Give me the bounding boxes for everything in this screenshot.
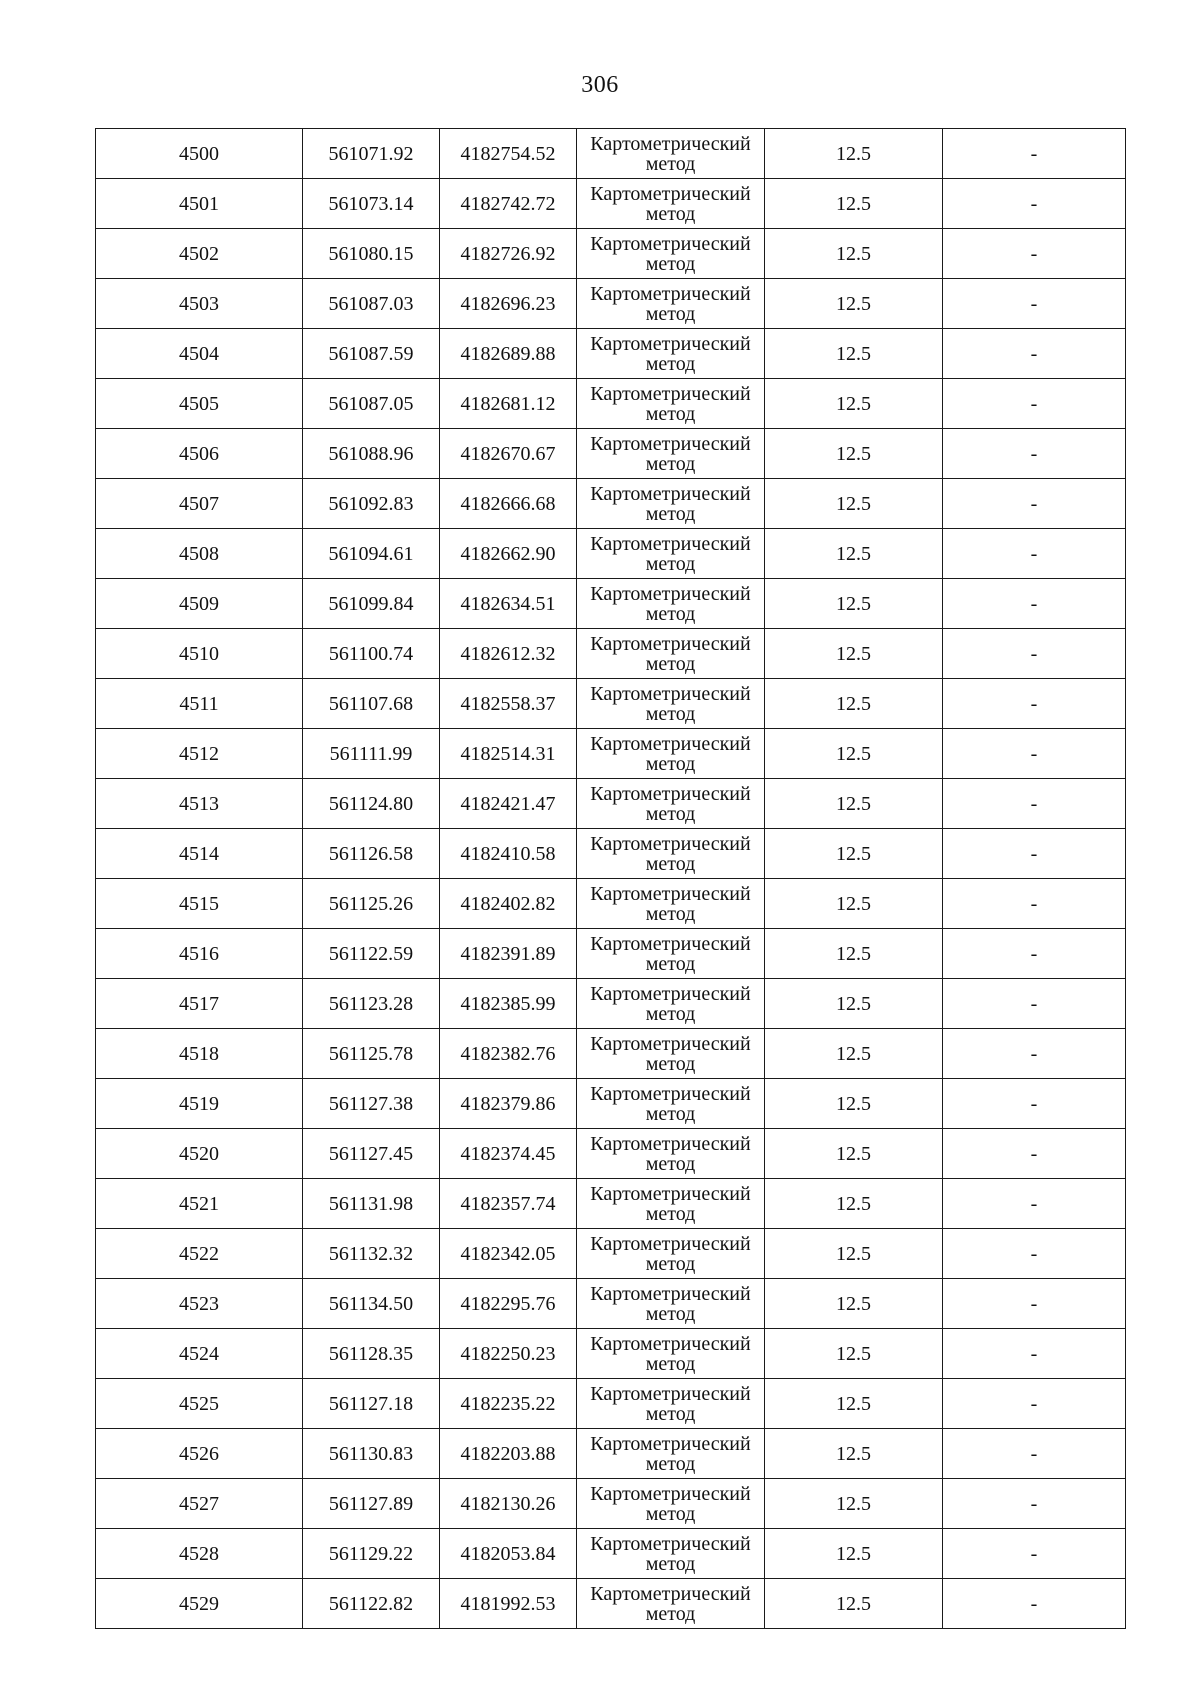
y-coordinate-cell: 4182754.52: [440, 129, 577, 179]
accuracy-cell: 12.5: [765, 179, 943, 229]
method-cell: [577, 429, 765, 479]
note-cell: -: [943, 1279, 1126, 1329]
method-cell: [577, 679, 765, 729]
method-line1: Картометрический: [590, 582, 751, 605]
x-coordinate-cell: 561125.78: [303, 1029, 440, 1079]
x-coordinate-cell: 561130.83: [303, 1429, 440, 1479]
point-number-cell: 4518: [96, 1029, 303, 1079]
note-cell: -: [943, 129, 1126, 179]
y-coordinate-cell: 4182342.05: [440, 1229, 577, 1279]
y-coordinate-cell: 4182696.23: [440, 279, 577, 329]
method-cell: [577, 1229, 765, 1279]
table-row: [96, 279, 1126, 329]
x-coordinate-cell: 561087.05: [303, 379, 440, 429]
table-row: [96, 679, 1126, 729]
method-line2: метод: [645, 152, 696, 175]
table-row: [96, 1479, 1126, 1529]
method-line1: Картометрический: [590, 1582, 751, 1605]
point-number-cell: 4527: [96, 1479, 303, 1529]
accuracy-cell: 12.5: [765, 129, 943, 179]
x-coordinate-cell: 561073.14: [303, 179, 440, 229]
method-line1: Картометрический: [590, 182, 751, 205]
method-cell: [577, 1529, 765, 1579]
note-cell: -: [943, 1229, 1126, 1279]
method-cell: [577, 1129, 765, 1179]
note-cell: -: [943, 929, 1126, 979]
method-line2: метод: [645, 1452, 696, 1475]
note-cell: -: [943, 1129, 1126, 1179]
method-cell: [577, 929, 765, 979]
accuracy-cell: 12.5: [765, 629, 943, 679]
method-line2: метод: [645, 952, 696, 975]
x-coordinate-cell: 561087.59: [303, 329, 440, 379]
method-line2: метод: [645, 1502, 696, 1525]
method-line2: метод: [645, 1602, 696, 1625]
accuracy-cell: 12.5: [765, 529, 943, 579]
table-row: [96, 1329, 1126, 1379]
point-number-cell: 4517: [96, 979, 303, 1029]
point-number-cell: 4522: [96, 1229, 303, 1279]
method-cell: [577, 1479, 765, 1529]
y-coordinate-cell: 4182742.72: [440, 179, 577, 229]
method-cell: [577, 279, 765, 329]
note-cell: -: [943, 729, 1126, 779]
x-coordinate-cell: 561123.28: [303, 979, 440, 1029]
table-row: [96, 429, 1126, 479]
y-coordinate-cell: 4182203.88: [440, 1429, 577, 1479]
table-row: [96, 229, 1126, 279]
method-cell: [577, 329, 765, 379]
x-coordinate-cell: 561127.38: [303, 1079, 440, 1129]
method-cell: [577, 1079, 765, 1129]
method-cell: [577, 479, 765, 529]
note-cell: -: [943, 679, 1126, 729]
y-coordinate-cell: 4182379.86: [440, 1079, 577, 1129]
table-row: [96, 729, 1126, 779]
y-coordinate-cell: 4182130.26: [440, 1479, 577, 1529]
x-coordinate-cell: 561100.74: [303, 629, 440, 679]
point-number-cell: 4529: [96, 1579, 303, 1629]
method-cell: [577, 1279, 765, 1329]
method-cell: [577, 1379, 765, 1429]
point-number-cell: 4507: [96, 479, 303, 529]
method-line1: Картометрический: [590, 1332, 751, 1355]
y-coordinate-cell: 4182666.68: [440, 479, 577, 529]
x-coordinate-cell: 561088.96: [303, 429, 440, 479]
method-cell: [577, 529, 765, 579]
accuracy-cell: 12.5: [765, 279, 943, 329]
coordinates-table: [95, 128, 1126, 1629]
method-line2: метод: [645, 1552, 696, 1575]
method-cell: [577, 1179, 765, 1229]
x-coordinate-cell: 561132.32: [303, 1229, 440, 1279]
accuracy-cell: 12.5: [765, 879, 943, 929]
table-row: [96, 829, 1126, 879]
point-number-cell: 4510: [96, 629, 303, 679]
method-line1: Картометрический: [590, 1182, 751, 1205]
method-line2: метод: [645, 1002, 696, 1025]
table-row: [96, 1379, 1126, 1429]
method-cell: [577, 129, 765, 179]
note-cell: -: [943, 879, 1126, 929]
point-number-cell: 4526: [96, 1429, 303, 1479]
table-row: [96, 1029, 1126, 1079]
x-coordinate-cell: 561122.59: [303, 929, 440, 979]
note-cell: -: [943, 379, 1126, 429]
x-coordinate-cell: 561127.18: [303, 1379, 440, 1429]
point-number-cell: 4501: [96, 179, 303, 229]
method-cell: [577, 629, 765, 679]
method-cell: [577, 579, 765, 629]
note-cell: -: [943, 479, 1126, 529]
note-cell: -: [943, 429, 1126, 479]
accuracy-cell: 12.5: [765, 1179, 943, 1229]
method-line1: Картометрический: [590, 882, 751, 905]
note-cell: -: [943, 1429, 1126, 1479]
y-coordinate-cell: 4182402.82: [440, 879, 577, 929]
table-row: [96, 129, 1126, 179]
accuracy-cell: 12.5: [765, 1379, 943, 1429]
method-line1: Картометрический: [590, 282, 751, 305]
x-coordinate-cell: 561124.80: [303, 779, 440, 829]
note-cell: -: [943, 1079, 1126, 1129]
accuracy-cell: 12.5: [765, 1579, 943, 1629]
method-line2: метод: [645, 552, 696, 575]
point-number-cell: 4503: [96, 279, 303, 329]
method-line2: метод: [645, 302, 696, 325]
method-line1: Картометрический: [590, 332, 751, 355]
y-coordinate-cell: 4182391.89: [440, 929, 577, 979]
method-line2: метод: [645, 1302, 696, 1325]
table-row: [96, 879, 1126, 929]
point-number-cell: 4511: [96, 679, 303, 729]
x-coordinate-cell: 561134.50: [303, 1279, 440, 1329]
note-cell: -: [943, 229, 1126, 279]
x-coordinate-cell: 561099.84: [303, 579, 440, 629]
point-number-cell: 4528: [96, 1529, 303, 1579]
table-row: [96, 629, 1126, 679]
y-coordinate-cell: 4182357.74: [440, 1179, 577, 1229]
accuracy-cell: 12.5: [765, 779, 943, 829]
table-row: [96, 1429, 1126, 1479]
method-line2: метод: [645, 902, 696, 925]
method-line1: Картометрический: [590, 432, 751, 455]
table-row: [96, 529, 1126, 579]
accuracy-cell: 12.5: [765, 1029, 943, 1079]
table-row: [96, 1229, 1126, 1279]
y-coordinate-cell: 4182670.67: [440, 429, 577, 479]
method-cell: [577, 829, 765, 879]
x-coordinate-cell: 561129.22: [303, 1529, 440, 1579]
method-line1: Картометрический: [590, 1082, 751, 1105]
x-coordinate-cell: 561071.92: [303, 129, 440, 179]
method-cell: [577, 879, 765, 929]
method-line1: Картометрический: [590, 1282, 751, 1305]
point-number-cell: 4516: [96, 929, 303, 979]
method-line1: Картометрический: [590, 232, 751, 255]
table-row: [96, 929, 1126, 979]
table-row: [96, 1129, 1126, 1179]
method-line2: метод: [645, 502, 696, 525]
accuracy-cell: 12.5: [765, 729, 943, 779]
point-number-cell: 4504: [96, 329, 303, 379]
accuracy-cell: 12.5: [765, 679, 943, 729]
accuracy-cell: 12.5: [765, 1429, 943, 1479]
accuracy-cell: 12.5: [765, 379, 943, 429]
method-line1: Картометрический: [590, 682, 751, 705]
y-coordinate-cell: 4182689.88: [440, 329, 577, 379]
method-line2: метод: [645, 1102, 696, 1125]
x-coordinate-cell: 561107.68: [303, 679, 440, 729]
x-coordinate-cell: 561111.99: [303, 729, 440, 779]
y-coordinate-cell: 4182295.76: [440, 1279, 577, 1329]
method-line2: метод: [645, 1252, 696, 1275]
accuracy-cell: 12.5: [765, 1329, 943, 1379]
method-line2: метод: [645, 202, 696, 225]
accuracy-cell: 12.5: [765, 829, 943, 879]
x-coordinate-cell: 561094.61: [303, 529, 440, 579]
y-coordinate-cell: 4182612.32: [440, 629, 577, 679]
accuracy-cell: 12.5: [765, 1079, 943, 1129]
x-coordinate-cell: 561122.82: [303, 1579, 440, 1629]
method-cell: [577, 1029, 765, 1079]
point-number-cell: 4505: [96, 379, 303, 429]
method-cell: [577, 229, 765, 279]
table-row: [96, 329, 1126, 379]
accuracy-cell: 12.5: [765, 1529, 943, 1579]
y-coordinate-cell: 4181992.53: [440, 1579, 577, 1629]
method-cell: [577, 979, 765, 1029]
point-number-cell: 4508: [96, 529, 303, 579]
method-line2: метод: [645, 802, 696, 825]
method-line1: Картометрический: [590, 982, 751, 1005]
y-coordinate-cell: 4182514.31: [440, 729, 577, 779]
note-cell: -: [943, 1579, 1126, 1629]
table-row: [96, 1079, 1126, 1129]
method-line2: метод: [645, 352, 696, 375]
table-row: [96, 779, 1126, 829]
point-number-cell: 4515: [96, 879, 303, 929]
point-number-cell: 4520: [96, 1129, 303, 1179]
method-cell: [577, 729, 765, 779]
note-cell: -: [943, 1179, 1126, 1229]
table-row: [96, 979, 1126, 1029]
method-line2: метод: [645, 602, 696, 625]
note-cell: -: [943, 1029, 1126, 1079]
accuracy-cell: 12.5: [765, 429, 943, 479]
y-coordinate-cell: 4182374.45: [440, 1129, 577, 1179]
method-cell: [577, 1579, 765, 1629]
point-number-cell: 4521: [96, 1179, 303, 1229]
point-number-cell: 4502: [96, 229, 303, 279]
y-coordinate-cell: 4182634.51: [440, 579, 577, 629]
method-line1: Картометрический: [590, 782, 751, 805]
method-line2: метод: [645, 452, 696, 475]
method-line1: Картометрический: [590, 532, 751, 555]
table-row: [96, 479, 1126, 529]
note-cell: -: [943, 1529, 1126, 1579]
note-cell: -: [943, 329, 1126, 379]
method-line2: метод: [645, 1402, 696, 1425]
x-coordinate-cell: 561087.03: [303, 279, 440, 329]
method-line1: Картометрический: [590, 1232, 751, 1255]
method-line1: Картометрический: [590, 1432, 751, 1455]
x-coordinate-cell: 561127.45: [303, 1129, 440, 1179]
x-coordinate-cell: 561092.83: [303, 479, 440, 529]
point-number-cell: 4512: [96, 729, 303, 779]
accuracy-cell: 12.5: [765, 1479, 943, 1529]
y-coordinate-cell: 4182250.23: [440, 1329, 577, 1379]
method-line1: Картометрический: [590, 482, 751, 505]
x-coordinate-cell: 561125.26: [303, 879, 440, 929]
note-cell: -: [943, 829, 1126, 879]
accuracy-cell: 12.5: [765, 929, 943, 979]
coordinates-table-body: [96, 129, 1126, 1629]
table-row: [96, 1179, 1126, 1229]
page-number: 306: [581, 72, 619, 98]
method-cell: [577, 1429, 765, 1479]
point-number-cell: 4525: [96, 1379, 303, 1429]
y-coordinate-cell: 4182662.90: [440, 529, 577, 579]
point-number-cell: 4523: [96, 1279, 303, 1329]
method-line1: Картометрический: [590, 1032, 751, 1055]
point-number-cell: 4513: [96, 779, 303, 829]
accuracy-cell: 12.5: [765, 229, 943, 279]
y-coordinate-cell: 4182385.99: [440, 979, 577, 1029]
point-number-cell: 4500: [96, 129, 303, 179]
method-cell: [577, 379, 765, 429]
method-line2: метод: [645, 1052, 696, 1075]
point-number-cell: 4506: [96, 429, 303, 479]
note-cell: -: [943, 1479, 1126, 1529]
method-line2: метод: [645, 652, 696, 675]
table-row: [96, 179, 1126, 229]
method-line1: Картометрический: [590, 632, 751, 655]
point-number-cell: 4519: [96, 1079, 303, 1129]
y-coordinate-cell: 4182421.47: [440, 779, 577, 829]
method-line1: Картометрический: [590, 832, 751, 855]
table-row: [96, 1279, 1126, 1329]
accuracy-cell: 12.5: [765, 1279, 943, 1329]
accuracy-cell: 12.5: [765, 1129, 943, 1179]
note-cell: -: [943, 579, 1126, 629]
method-line1: Картометрический: [590, 732, 751, 755]
method-line2: метод: [645, 1202, 696, 1225]
method-line1: Картометрический: [590, 1132, 751, 1155]
method-line1: Картометрический: [590, 132, 751, 155]
note-cell: -: [943, 779, 1126, 829]
method-line2: метод: [645, 852, 696, 875]
method-line2: метод: [645, 1352, 696, 1375]
method-cell: [577, 1329, 765, 1379]
table-row: [96, 579, 1126, 629]
y-coordinate-cell: 4182558.37: [440, 679, 577, 729]
method-line2: метод: [645, 752, 696, 775]
table-row: [96, 1579, 1126, 1629]
y-coordinate-cell: 4182681.12: [440, 379, 577, 429]
table-row: [96, 1529, 1126, 1579]
accuracy-cell: 12.5: [765, 579, 943, 629]
method-line2: метод: [645, 252, 696, 275]
method-line1: Картометрический: [590, 382, 751, 405]
y-coordinate-cell: 4182410.58: [440, 829, 577, 879]
point-number-cell: 4524: [96, 1329, 303, 1379]
accuracy-cell: 12.5: [765, 479, 943, 529]
x-coordinate-cell: 561126.58: [303, 829, 440, 879]
method-line1: Картометрический: [590, 1532, 751, 1555]
method-cell: [577, 179, 765, 229]
y-coordinate-cell: 4182382.76: [440, 1029, 577, 1079]
y-coordinate-cell: 4182235.22: [440, 1379, 577, 1429]
point-number-cell: 4514: [96, 829, 303, 879]
note-cell: -: [943, 179, 1126, 229]
method-line2: метод: [645, 1152, 696, 1175]
note-cell: -: [943, 529, 1126, 579]
accuracy-cell: 12.5: [765, 1229, 943, 1279]
y-coordinate-cell: 4182053.84: [440, 1529, 577, 1579]
note-cell: -: [943, 279, 1126, 329]
note-cell: -: [943, 979, 1126, 1029]
x-coordinate-cell: 561080.15: [303, 229, 440, 279]
method-line2: метод: [645, 402, 696, 425]
point-number-cell: 4509: [96, 579, 303, 629]
x-coordinate-cell: 561127.89: [303, 1479, 440, 1529]
method-line2: метод: [645, 702, 696, 725]
method-line1: Картометрический: [590, 1482, 751, 1505]
note-cell: -: [943, 1329, 1126, 1379]
method-line1: Картометрический: [590, 932, 751, 955]
table-row: [96, 379, 1126, 429]
note-cell: -: [943, 629, 1126, 679]
x-coordinate-cell: 561131.98: [303, 1179, 440, 1229]
accuracy-cell: 12.5: [765, 979, 943, 1029]
note-cell: -: [943, 1379, 1126, 1429]
method-cell: [577, 779, 765, 829]
method-line1: Картометрический: [590, 1382, 751, 1405]
y-coordinate-cell: 4182726.92: [440, 229, 577, 279]
accuracy-cell: 12.5: [765, 329, 943, 379]
x-coordinate-cell: 561128.35: [303, 1329, 440, 1379]
